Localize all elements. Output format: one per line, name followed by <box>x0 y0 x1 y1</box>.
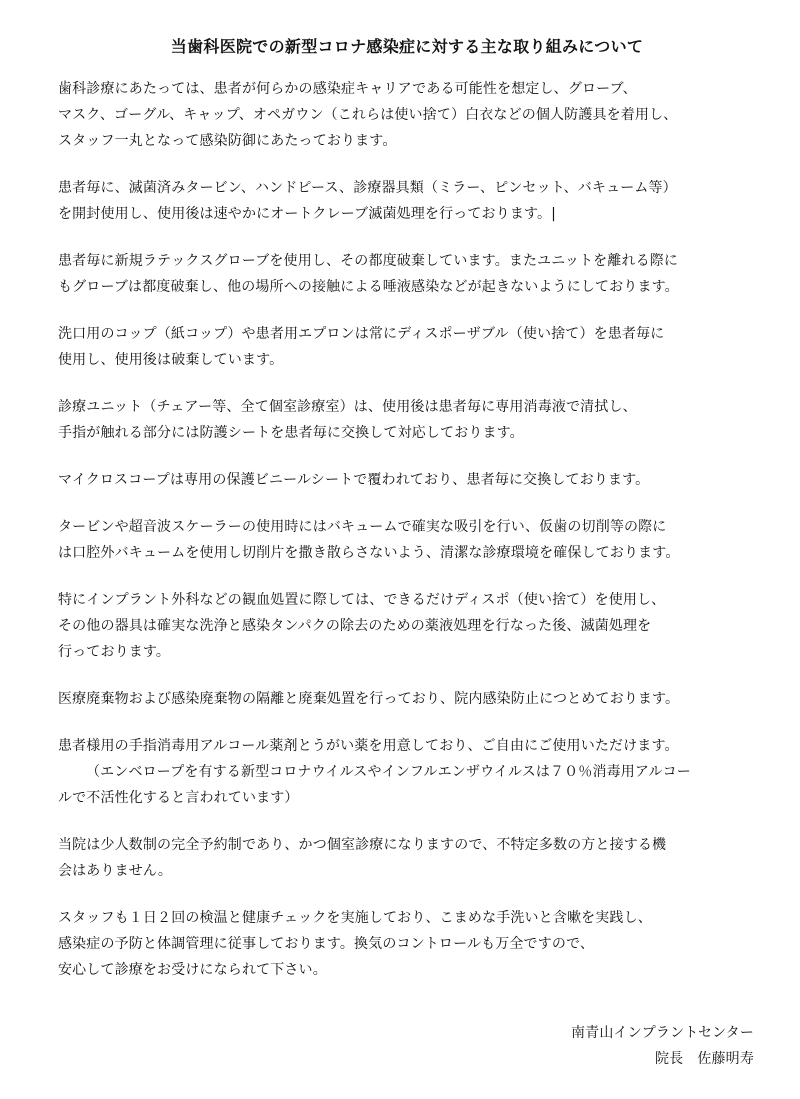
paragraph-treatment-unit <box>58 394 756 446</box>
paragraph-line: 患者毎に新規ラテックスグローブを使用し、その都度破棄しています。またユニットを離れる際に <box>58 253 679 269</box>
paragraph-line: 当院は少人数制の完全予約制であり、かつ個室診療になりますので、不特定多数の方と接する機 <box>58 837 667 853</box>
paragraph-line: 患者毎に、滅菌済みタービン、ハンドピース、診療器具類（ミラー、ピンセット、バキューム等） <box>58 180 677 196</box>
paragraph-reservation <box>58 832 756 884</box>
director-name: 院長 佐藤明寿 <box>654 1051 754 1067</box>
clinic-name: 南青山インプラントセンター <box>571 1025 754 1041</box>
paragraph-line: 会はありません。 <box>58 863 173 879</box>
paragraph-medical-waste <box>58 686 756 712</box>
paragraph-line: 特にインプラント外科などの観血処置に際しては、できるだけディスポ（使い捨て）を使用し、 <box>58 592 666 608</box>
paragraph-line: （エンベロープを有する新型コロナウイルスやインフルエンザウイルスは７０％消毒用アルコー <box>86 764 691 780</box>
paragraph-ppe <box>58 76 756 154</box>
paragraph-line: もグローブは都度破棄し、他の場所への接触による唾液感染などが起きないようにしております。 <box>58 279 679 295</box>
paragraph-line: スタッフも１日２回の検温と健康チェックを実施しており、こまめな手洗いと含嗽を実践し、 <box>58 910 652 926</box>
paragraph-microscope <box>58 467 756 493</box>
signature-block <box>571 1020 754 1072</box>
paragraph-line: 感染症の予防と体調管理に従事しております。換気のコントロールも万全ですので、 <box>58 936 595 952</box>
paragraph-sterilized-instruments <box>58 175 756 227</box>
paragraph-line: 手指が触れる部分には防護シートを患者毎に交換して対応しております。 <box>58 425 524 441</box>
paragraph-line: ルで不活性化すると言われています） <box>58 790 299 806</box>
paragraph-line: スタッフ一丸となって感染防御にあたっております。 <box>58 133 397 149</box>
paragraph-line: を開封使用し、使用後は速やかにオートクレーブ滅菌処理を行っております。| <box>58 206 557 222</box>
paragraph-line: マイクロスコープは専用の保護ビニールシートで覆われており、患者毎に交換しております。 <box>58 472 650 488</box>
paragraph-line: 洗口用のコップ（紙コップ）や患者用エプロンは常にディスポーザブル（使い捨て）を患者毎に <box>58 326 665 342</box>
paragraph-line: その他の器具は確実な洗浄と感染タンパクの除去のための薬液処理を行なった後、滅菌処理を <box>58 618 652 634</box>
paragraph-vacuum <box>58 514 756 566</box>
paragraph-line: 安心して診療をお受けになられて下さい。 <box>58 962 327 978</box>
paragraph-line: 患者様用の手指消毒用アルコール薬剤とうがい薬を用意しており、ご自由にご使用いただけます。 <box>58 738 679 754</box>
paragraph-line: 医療廃棄物および感染廃棄物の隔離と廃棄処置を行っており、院内感染防止につとめております。 <box>58 691 680 707</box>
paragraph-disposables <box>58 321 756 373</box>
paragraph-implant-surgery <box>58 587 756 665</box>
paragraph-line: 使用し、使用後は破棄しています。 <box>58 352 284 368</box>
paragraph-line: 歯科診療にあたっては、患者が何らかの感染症キャリアである可能性を想定し、グローブ、 <box>58 81 637 97</box>
paragraph-gloves <box>58 248 756 300</box>
paragraph-line: 診療ユニット（チェアー等、全て個室診療室）は、使用後は患者毎に専用消毒液で清拭し、 <box>58 399 637 415</box>
paragraph-line: タービンや超音波スケーラーの使用時にはバキュームで確実な吸引を行い、仮歯の切削等の際に <box>58 519 667 535</box>
paragraph-line: は口腔外バキュームを使用し切削片を撒き散らさないよう、清潔な診療環境を確保しております。 <box>58 545 680 561</box>
paragraph-staff-health <box>58 905 756 983</box>
paragraph-line: マスク、ゴーグル、キャップ、オペガウン（これらは使い捨て）白衣などの個人防護具を着用し、 <box>58 107 678 123</box>
page-title: 当歯科医院での新型コロナ感染症に対する主な取り組みについて <box>170 37 644 56</box>
paragraph-alcohol <box>58 733 756 811</box>
paragraph-line: 行っております。 <box>58 644 171 660</box>
